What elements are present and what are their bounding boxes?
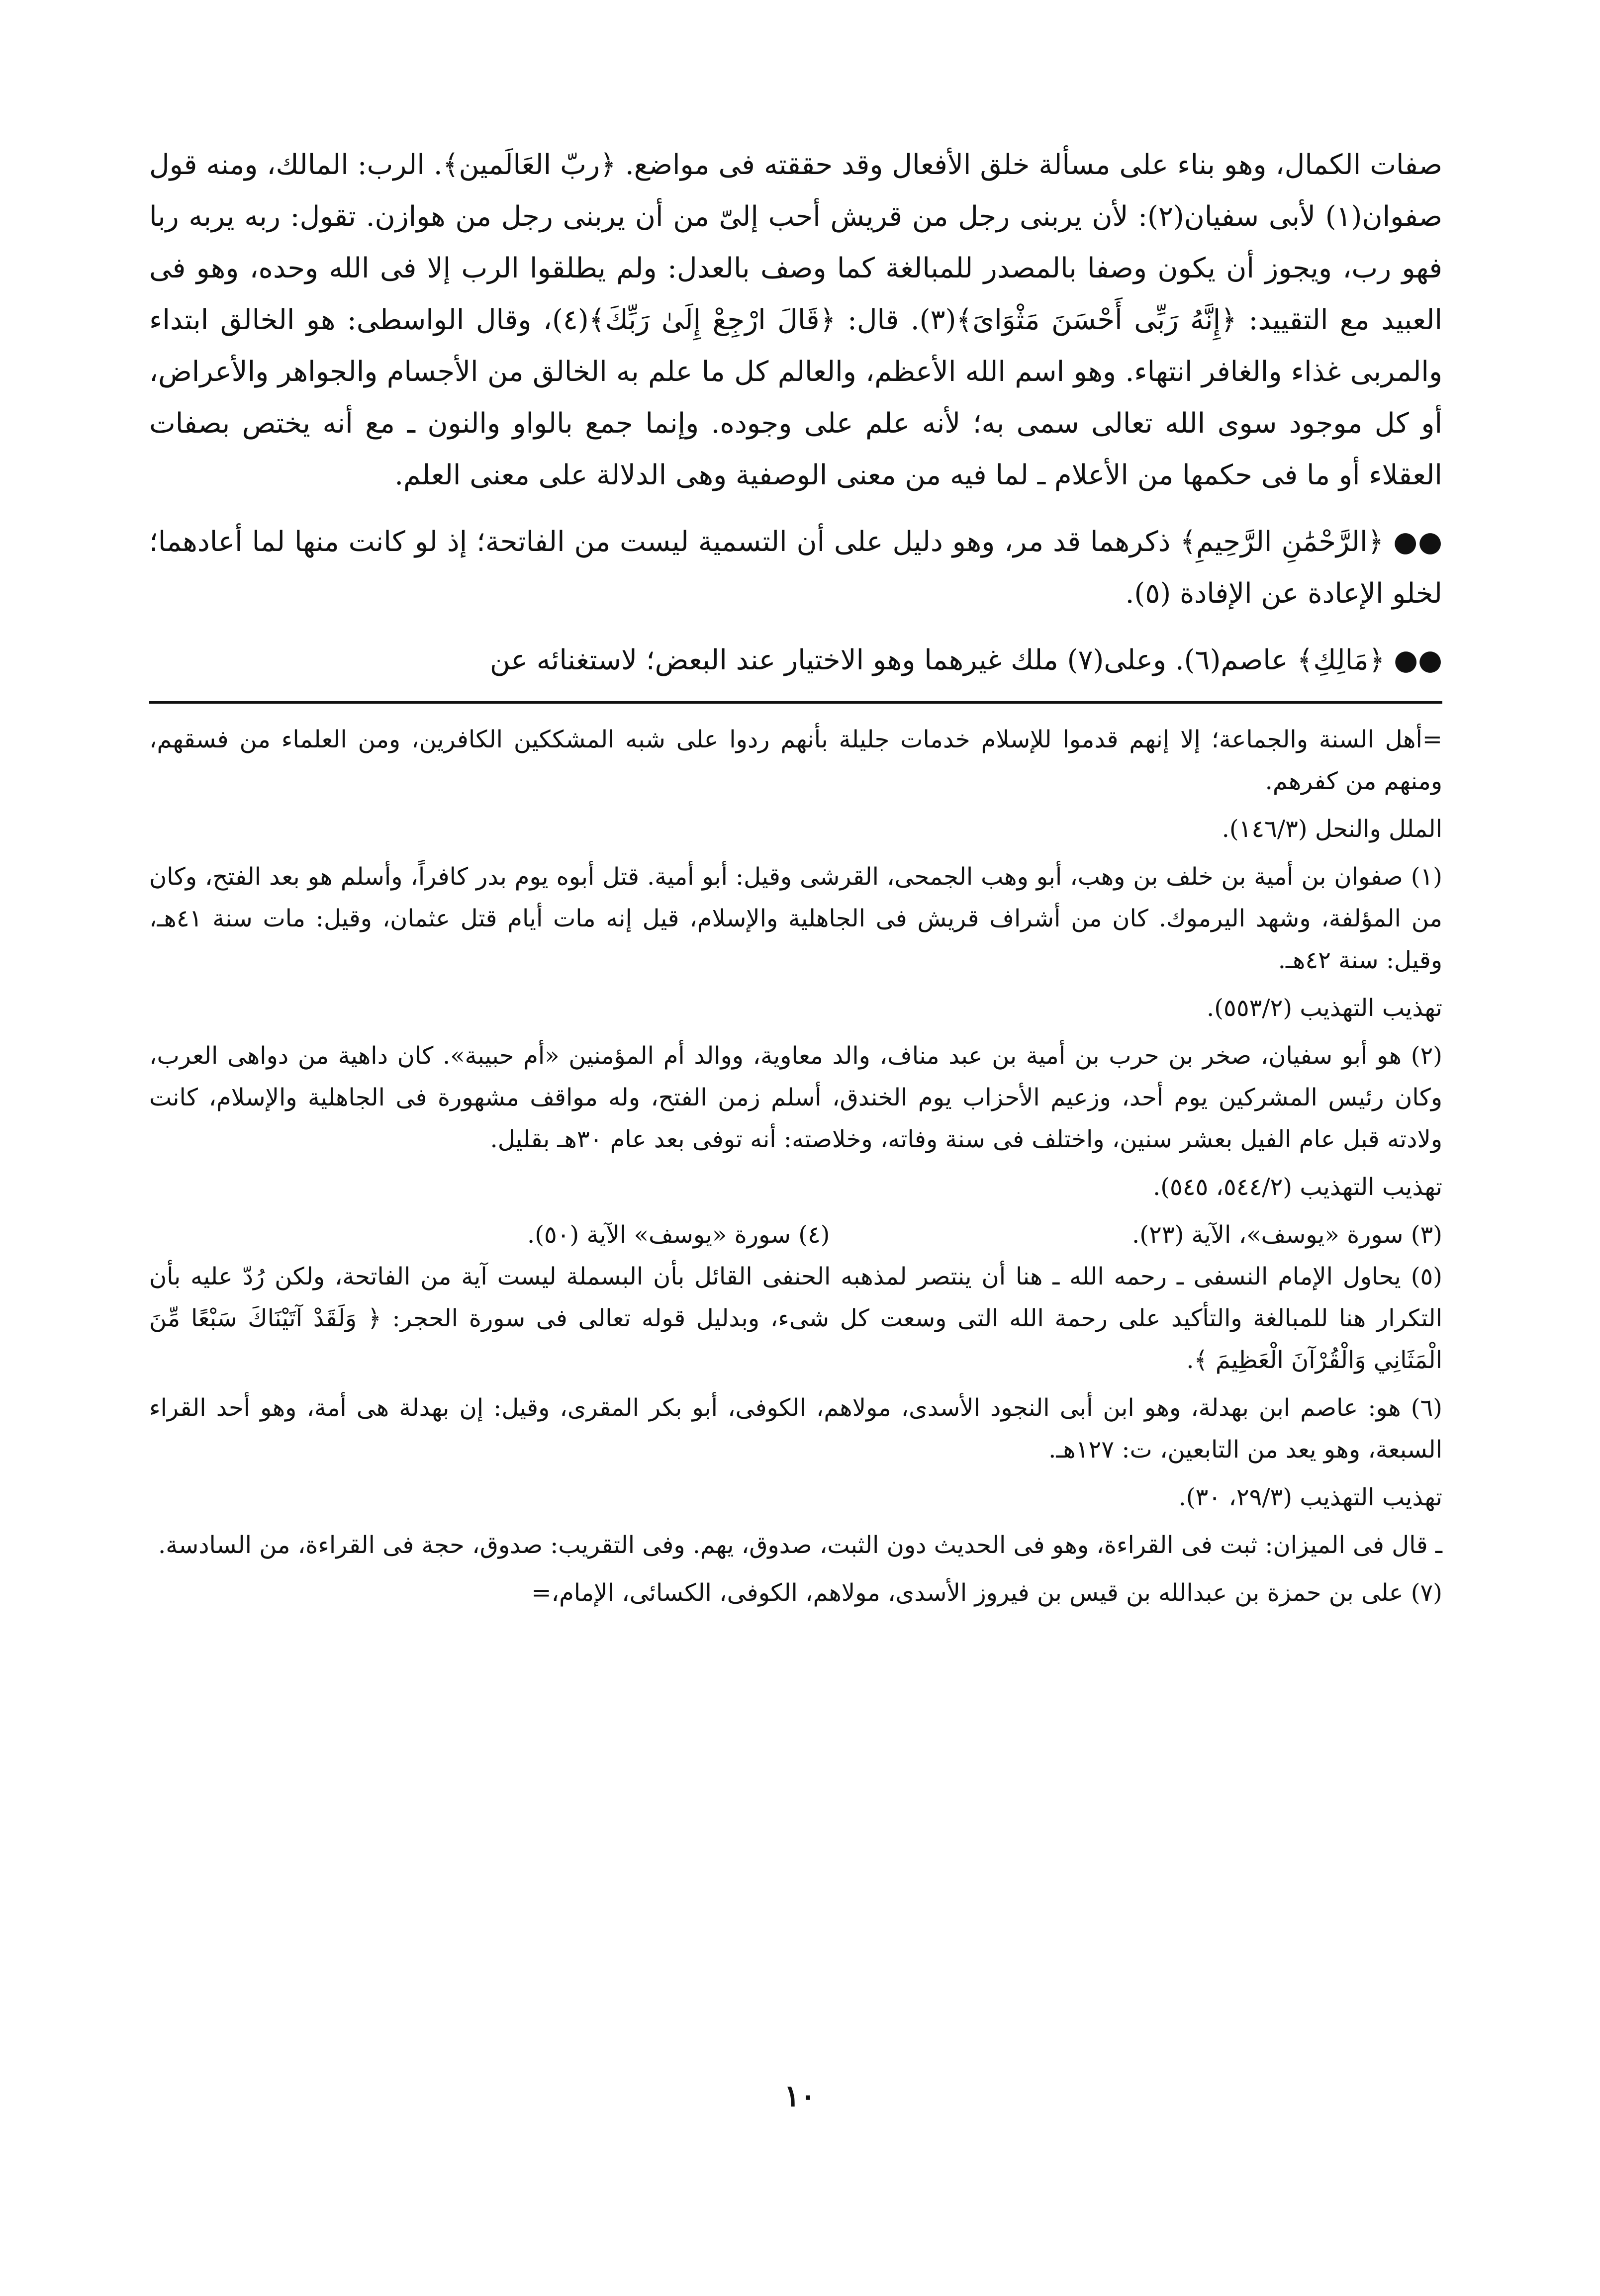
page-number: ١٠ <box>784 2079 816 2113</box>
footnote-continuation: =أهل السنة والجماعة؛ إلا إنهم قدموا للإسلام خدمات جليلة بأنهم ردوا على شبه المشككين الكافرين، ومن العلماء من فسقهم، ومنهم من كفرهم. <box>149 726 1443 795</box>
footnote-7: (٧) على بن حمزة بن عبدالله بن قيس بن فيروز الأسدى، مولاهم، الكوفى، الكسائى، الإمام،= <box>531 1579 1442 1607</box>
footnote-3: (٣) سورة «يوسف»، الآية (٢٣). <box>1132 1221 1442 1249</box>
footnote-row-3-4 <box>149 1214 1442 1256</box>
main-paragraph-3: ●● ﴿مَالِكِ﴾ عاصم(٦). وعلى(٧) ملك غيرهما وهو الاختيار عند البعض؛ لاستغنائه عن <box>489 644 1442 676</box>
footnote-divider <box>149 701 1442 704</box>
footnote-6-mizan: ـ قال فى الميزان: ثبت فى القراءة، وهو فى الحديث دون الثبت، صدوق، يهم. وفى التقريب: صدوق، حجة فى القراءة، من السادسة. <box>158 1531 1442 1559</box>
main-paragraph-1: صفات الكمال، وهو بناء على مسألة خلق الأفعال وقد حققته فى مواضع. ﴿ربّ العَالَمين﴾. الرب: المالك، ومنه قول صفوان(١) لأبى سفيان(٢): لأن يربنى رجل من قريش أحب إلىّ من أن يربنى رجل من هوازن. تقول: ربه يربه ربا فهو رب، ويجوز أن يكون وصفا بالمصدر للمبالغة كما وصف بالعدل: ولم يطلقوا الرب إلا فى الله وحده، وهو فى العبيد مع التقييد: ﴿إِنَّهُ رَبِّى أَحْسَنَ مَثْوَاىَ﴾(٣). قال: ﴿قَالَ ارْجِعْ إِلَىٰ رَبِّكَ﴾(٤)، وقال الواسطى: هو الخالق ابتداء والمربى غذاء والغافر انتهاء. وهو اسم الله الأعظم، والعالم كل ما علم به الخالق من الأجسام والجواهر والأعراض، أو كل موجود سوى الله تعالى سمى به؛ لأنه علم على وجوده. وإنما جمع بالواو والنون ـ مع أنه يختص بصفات العقلاء أو ما فى حكمها من الأعلام ـ لما فيه من معنى الوصفية وهى الدلالة على معنى العلم. <box>149 149 1443 491</box>
footnote-6: (٦) هو: عاصم ابن بهدلة، وهو ابن أبى النجود الأسدى، مولاهم، الكوفى، أبو بكر المقرى، وقيل: إن بهدلة هى أمة، وهو أحد القراء السبعة، وهو يعد من التابعين، ت: ١٢٧هـ. <box>149 1394 1442 1464</box>
footnote-continuation-ref: الملل والنحل (١٤٦/٣). <box>1222 815 1442 843</box>
footnote-1-ref: تهذيب التهذيب (٥٥٣/٢). <box>1207 994 1442 1022</box>
main-text <box>149 139 1442 686</box>
main-paragraph-2: ●● ﴿الرَّحْمَٰنِ الرَّحِيمِ﴾ ذكرهما قد مر، وهو دليل على أن التسمية ليست من الفاتحة؛ إذ لو كانت منها لما أعادهما؛ لخلو الإعادة عن الإفادة (٥). <box>149 526 1443 610</box>
footnote-2-ref: تهذيب التهذيب (٥٤٤/٢، ٥٤٥). <box>1152 1173 1442 1201</box>
footnotes-section <box>149 719 1442 1614</box>
book-page <box>149 139 1442 2228</box>
footnote-2: (٢) هو أبو سفيان، صخر بن حرب بن أمية بن عبد مناف، والد معاوية، ووالد أم المؤمنين «أم حبيبة». كان داهية من دواهى العرب، وكان رئيس المشركين يوم أحد، وزعيم الأحزاب يوم الخندق، أسلم زمن الفتح، وله مواقف مشهورة فى الجاهلية والإسلام، كانت ولادته قبل عام الفيل بعشر سنين، واختلف فى سنة وفاته، وخلاصته: أنه توفى بعد عام ٣٠هـ بقليل. <box>149 1042 1442 1153</box>
footnote-1: (١) صفوان بن أمية بن خلف بن وهب، أبو وهب الجمحى، القرشى وقيل: أبو أمية. قتل أبوه يوم بدر كافراً، وأسلم هو بعد الفتح، وكان من المؤلفة، وشهد اليرموك. كان من أشراف قريش فى الجاهلية والإسلام، قيل إنه مات أيام قتل عثمان، وقيل: مات سنة ٤١هـ، وقيل: سنة ٤٢هـ. <box>149 863 1442 974</box>
footnote-5: (٥) يحاول الإمام النسفى ـ رحمه الله ـ هنا أن ينتصر لمذهبه الحنفى القائل بأن البسملة ليست آية من الفاتحة، ولكن رُدّ عليه بأن التكرار هنا للمبالغة والتأكيد على رحمة الله التى وسعت كل شىء، وبدليل قوله تعالى فى سورة الحجر: ﴿ وَلَقَدْ آتَيْنَاكَ سَبْعًا مِّنَ الْمَثَانِي وَالْقُرْآنَ الْعَظِيمَ ﴾. <box>149 1263 1443 1374</box>
footnote-4: (٤) سورة «يوسف» الآية (٥٠). <box>527 1221 830 1249</box>
footnote-6-ref: تهذيب التهذيب (٢٩/٣، ٣٠). <box>1178 1483 1442 1511</box>
